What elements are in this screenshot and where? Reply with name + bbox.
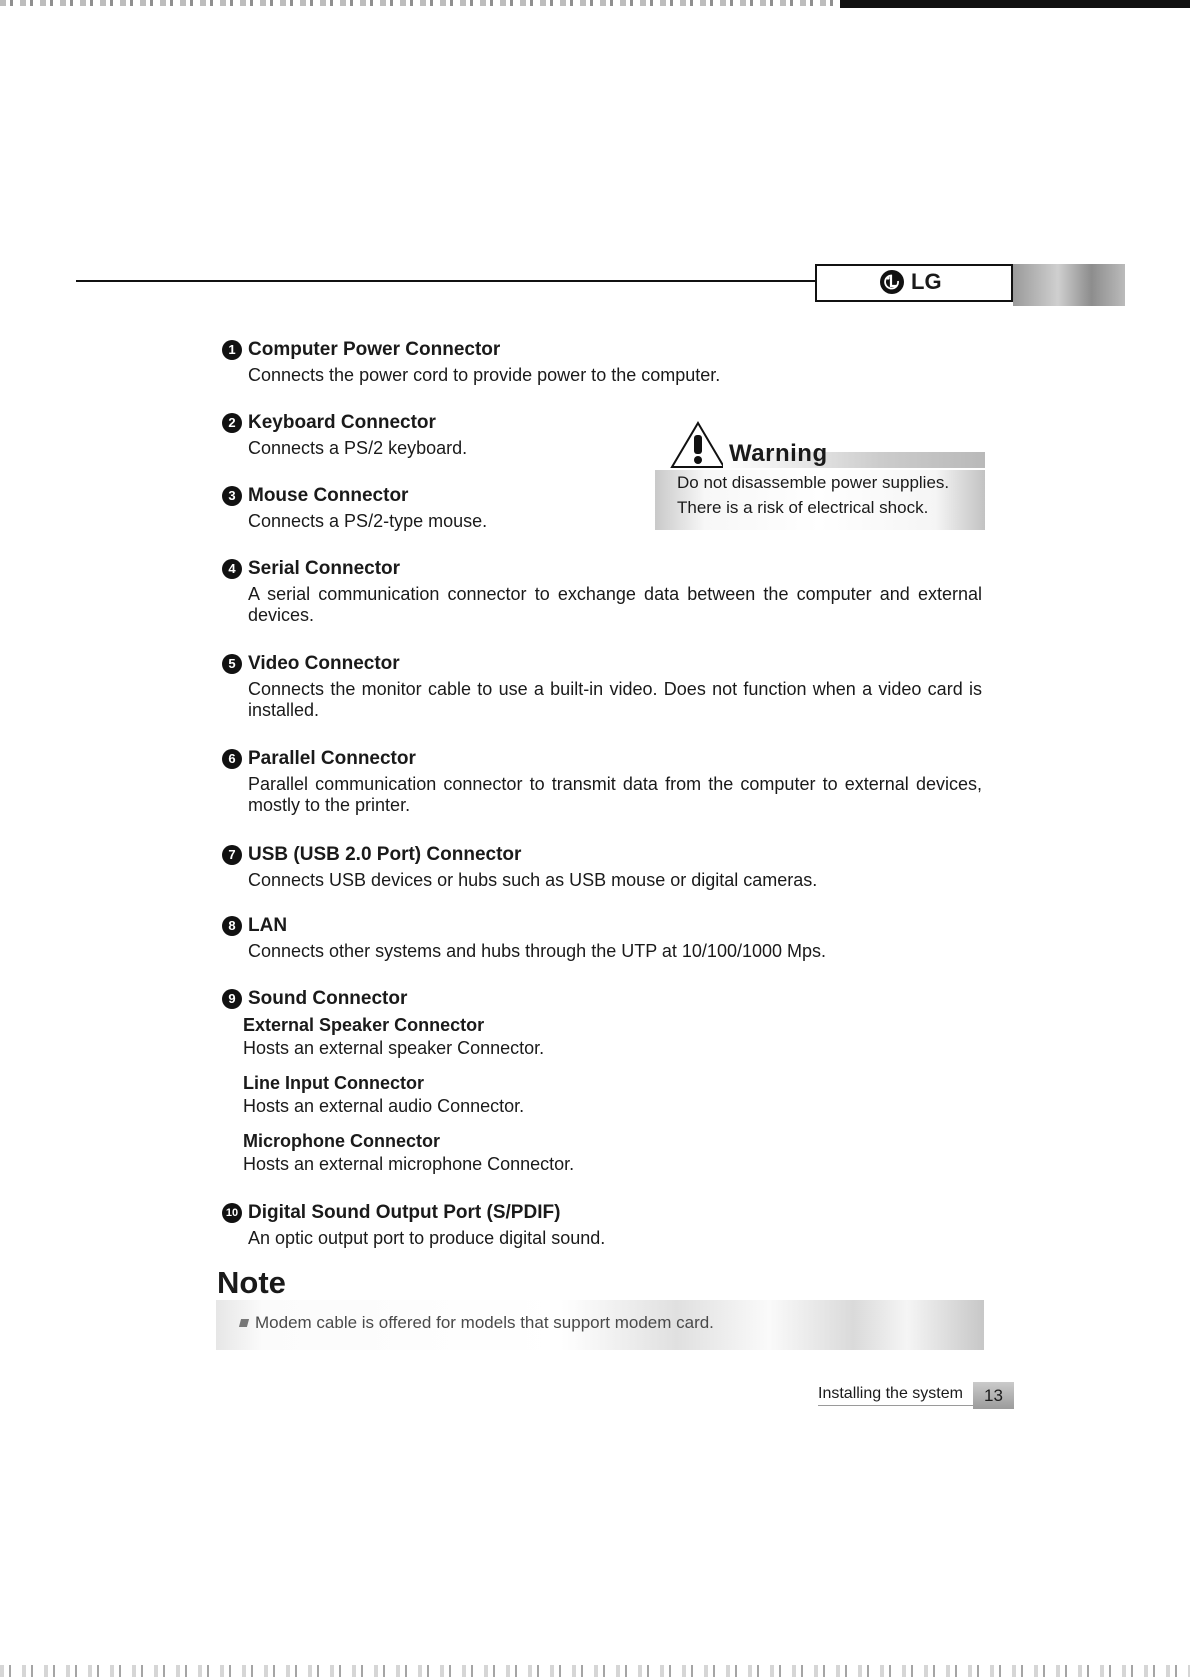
header-rule bbox=[76, 280, 816, 282]
item-description: A serial communication connector to exchange data between the computer and external devices. bbox=[248, 584, 982, 625]
item-description: Connects a PS/2-type mouse. bbox=[248, 511, 488, 531]
item-number-badge: 7 bbox=[222, 845, 242, 865]
item-description: An optic output port to produce digital sound. bbox=[248, 1228, 606, 1248]
item-description: Connects the power cord to provide power to the computer. bbox=[248, 365, 721, 385]
item-mouse-connector bbox=[222, 484, 642, 532]
warning-title: Warning bbox=[729, 440, 828, 467]
note-text bbox=[240, 1313, 714, 1333]
item-title: USB (USB 2.0 Port) Connector bbox=[248, 844, 522, 865]
sub-item-title: External Speaker Connector bbox=[243, 1015, 485, 1035]
item-number-badge: 3 bbox=[222, 486, 242, 506]
scan-edge-bottom bbox=[0, 1665, 1190, 1677]
note-body: Modem cable is offered for models that support modem card. bbox=[255, 1313, 714, 1332]
brand-name: LG bbox=[911, 269, 942, 294]
item-title: Serial Connector bbox=[248, 558, 401, 579]
item-description: Connects USB devices or hubs such as USB mouse or digital cameras. bbox=[248, 870, 818, 890]
item-number-badge: 10 bbox=[222, 1203, 242, 1223]
item-number-badge: 6 bbox=[222, 749, 242, 769]
item-description: Connects other systems and hubs through the UTP at 10/100/1000 Mps. bbox=[248, 941, 827, 961]
warning-line-2: There is a risk of electrical shock. bbox=[677, 498, 929, 517]
item-digital-sound-output-port bbox=[222, 1201, 982, 1249]
item-number-badge: 2 bbox=[222, 413, 242, 433]
sub-item-description: Hosts an external audio Connector. bbox=[243, 1096, 525, 1116]
sub-item-title: Microphone Connector bbox=[243, 1131, 440, 1151]
item-parallel-connector bbox=[222, 747, 982, 816]
sub-item-description: Hosts an external speaker Connector. bbox=[243, 1038, 545, 1058]
item-title: LAN bbox=[248, 915, 288, 936]
item-lan bbox=[222, 914, 982, 962]
item-description: Parallel communication connector to transmit data from the computer to external devices, mostly to the printer. bbox=[248, 774, 982, 815]
item-title: Mouse Connector bbox=[248, 485, 409, 506]
item-description: Connects the monitor cable to use a built-in video. Does not function when a video card is installed. bbox=[248, 679, 982, 720]
item-video-connector bbox=[222, 652, 982, 721]
item-number-badge: 1 bbox=[222, 340, 242, 360]
item-title: Parallel Connector bbox=[248, 748, 416, 769]
header-gray-tab bbox=[1013, 264, 1125, 306]
page-number: 13 bbox=[973, 1382, 1014, 1409]
scan-edge-dark bbox=[840, 0, 1190, 8]
note-title: Note bbox=[217, 1265, 286, 1300]
item-title: Computer Power Connector bbox=[248, 339, 501, 360]
item-title: Keyboard Connector bbox=[248, 412, 436, 433]
sub-item-description: Hosts an external microphone Connector. bbox=[243, 1154, 575, 1174]
warning-triangle-icon bbox=[669, 420, 727, 470]
item-description: Connects a PS/2 keyboard. bbox=[248, 438, 468, 458]
page-footer bbox=[818, 1382, 1014, 1409]
note-bullet-icon bbox=[239, 1319, 249, 1327]
lg-face-icon bbox=[879, 269, 905, 295]
warning-body bbox=[655, 470, 985, 530]
item-number-badge: 5 bbox=[222, 654, 242, 674]
item-number-badge: 9 bbox=[222, 989, 242, 1009]
item-usb-connector bbox=[222, 843, 982, 891]
item-number-badge: 8 bbox=[222, 916, 242, 936]
warning-box bbox=[655, 420, 985, 532]
item-computer-power-connector bbox=[222, 338, 982, 386]
item-title: Sound Connector bbox=[248, 988, 408, 1009]
item-keyboard-connector bbox=[222, 411, 642, 459]
item-title: Video Connector bbox=[248, 653, 400, 674]
item-number-badge: 4 bbox=[222, 559, 242, 579]
item-sound-connector bbox=[222, 987, 982, 1188]
item-serial-connector bbox=[222, 557, 982, 626]
lg-logo bbox=[879, 269, 942, 295]
warning-line-1: Do not disassemble power supplies. bbox=[677, 473, 950, 492]
brand-box bbox=[815, 264, 1013, 302]
sub-item-title: Line Input Connector bbox=[243, 1073, 424, 1093]
footer-section-title: Installing the system bbox=[818, 1385, 973, 1406]
item-title: Digital Sound Output Port (S/PDIF) bbox=[248, 1202, 561, 1223]
